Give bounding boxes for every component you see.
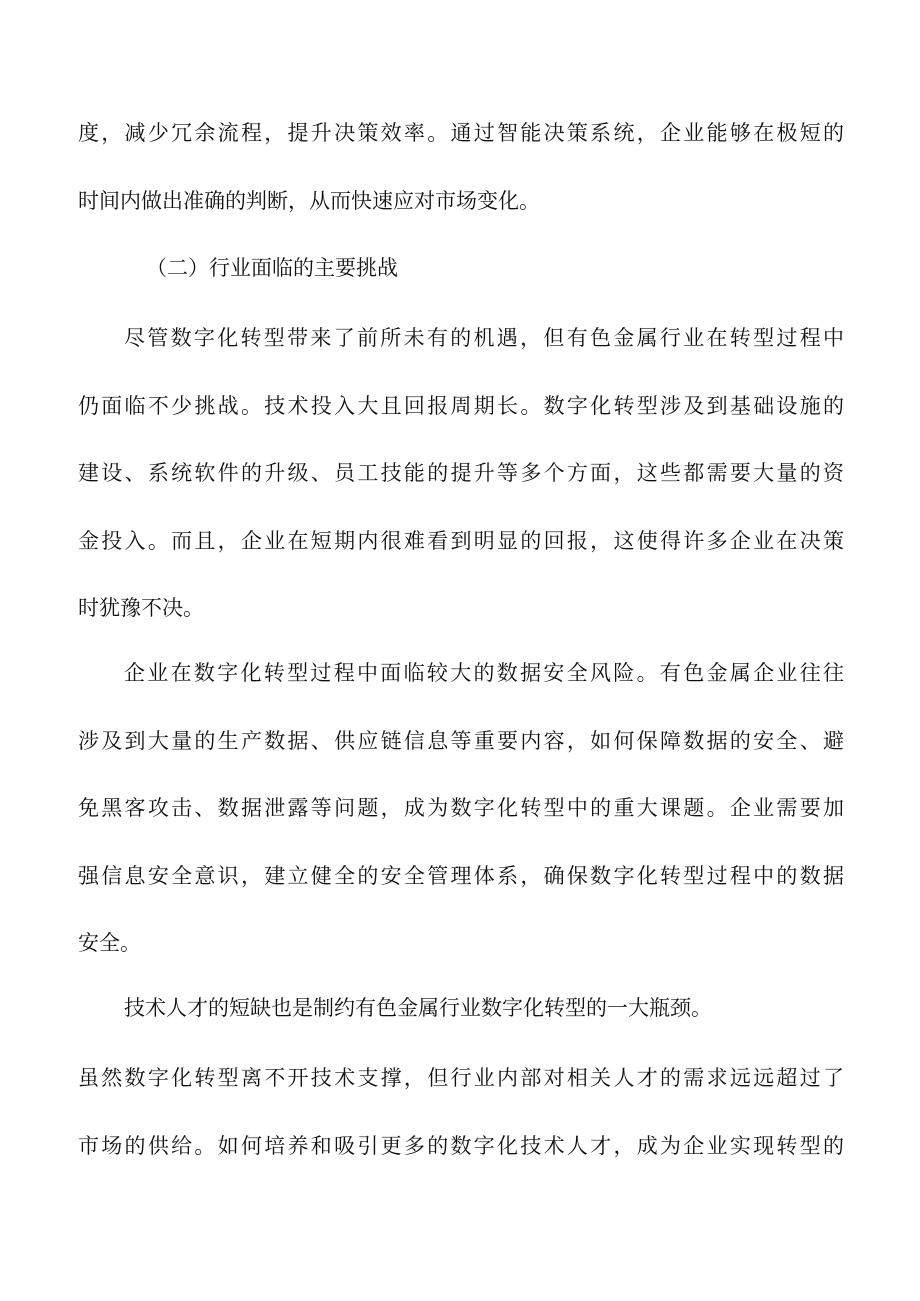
paragraph-line: 涉及到大量的生产数据、供应链信息等重要内容，如何保障数据的安全、避 [78,728,844,753]
paragraph-line: 技术人才的短缺也是制约有色金属行业数字化转型的一大瓶颈。 [124,996,712,1020]
paragraph-line: 时间内做出准确的判断，从而快速应对市场变化。 [78,188,540,213]
paragraph-talent-shortage [78,975,844,1043]
paragraph-data-security [78,640,844,978]
paragraph-line: 免黑客攻击、数据泄露等问题，成为数字化转型中的重大课题。企业需要加 [78,796,844,820]
paragraph-talent-demand [78,1045,844,1180]
section-heading-text: （二）行业面临的主要挑战 [146,256,398,280]
paragraph-line: 虽然数字化转型离不开技术支撑，但行业内部对相关人才的需求远远超过了 [78,1066,844,1090]
paragraph-line: 度，减少冗余流程，提升决策效率。通过智能决策系统，企业能够在极短的 [78,121,844,145]
paragraph-line: 建设、系统软件的升级、员工技能的提升等多个方面，这些都需要大量的资 [78,461,844,485]
paragraph-line: 市场的供给。如何培养和吸引更多的数字化技术人才，成为企业实现转型的 [78,1133,844,1158]
paragraph-line: 时犹豫不决。 [78,596,204,620]
paragraph-line: 金投入。而且，企业在短期内很难看到明显的回报，这使得许多企业在决策 [78,528,844,553]
paragraph-decision-efficiency [78,100,844,235]
paragraph-line: 安全。 [78,931,141,955]
paragraph-line: 强信息安全意识，建立健全的安全管理体系，确保数字化转型过程中的数据 [78,863,844,888]
paragraph-line: 企业在数字化转型过程中面临较大的数据安全风险。有色金属企业往往 [124,661,844,685]
paragraph-line: 仍面临不少挑战。技术投入大且回报周期长。数字化转型涉及到基础设施的 [78,393,844,418]
paragraph-challenges [78,305,844,643]
paragraph-line: 尽管数字化转型带来了前所未有的机遇，但有色金属行业在转型过程中 [124,326,844,350]
section-heading [78,235,844,303]
